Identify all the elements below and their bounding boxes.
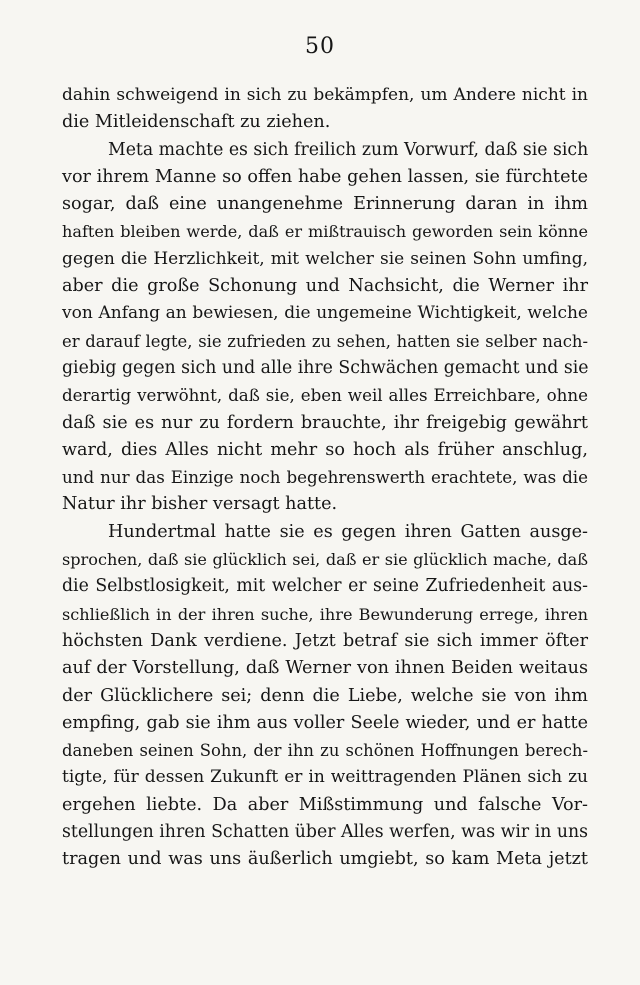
text-line: tragen und was uns äußerlich umgiebt, so kam Meta jetzt — [62, 849, 588, 870]
text-line: ward, dies Alles nicht mehr so hoch als früher anschlug, — [62, 439, 588, 460]
text-line: von Anfang an bewiesen, die ungemeine Wichtigkeit, welche — [62, 303, 588, 324]
text-line: höchsten Dank verdiene. Jetzt betraf sie sich immer öfter — [62, 630, 588, 651]
text-line: derartig verwöhnt, daß sie, eben weil alles Erreichbare, ohne — [62, 385, 588, 406]
text-line: schließlich in der ihren suche, ihre Bewunderung errege, ihren — [62, 604, 588, 624]
text-line: giebig gegen sich und alle ihre Schwächen gemacht und sie — [62, 357, 589, 378]
text-line: er darauf legte, sie zufrieden zu sehen, hatten sie selber nach- — [62, 331, 588, 351]
text-line: und nur das Einzige noch begehrenswerth erachtete, was die — [62, 467, 588, 488]
paragraph-first-line: Meta machte es sich freilich zum Vorwurf, daß sie sich — [108, 139, 589, 160]
text-line: sprochen, daß sie glücklich sei, daß er sie glücklich mache, daß — [62, 550, 588, 570]
text-line: Natur ihr bisher versagt hatte. — [62, 494, 338, 515]
text-line: vor ihrem Manne so offen habe gehen lassen, sie fürchtete — [62, 166, 588, 187]
text-line: empfing, gab sie ihm aus voller Seele wieder, und er hatte — [62, 712, 588, 733]
text-line: der Glücklichere sei; denn die Liebe, welche sie von ihm — [62, 685, 588, 706]
page-number: 50 — [305, 34, 335, 59]
text-line: die Selbstlosigkeit, mit welcher er seine Zufriedenheit aus- — [62, 576, 588, 597]
paragraph-first-line: Hundertmal hatte sie es gegen ihren Gatten ausge- — [108, 521, 588, 542]
text-line: haften bleiben werde, daß er mißtrauisch geworden sein könne — [62, 222, 588, 242]
text-line: daß sie es nur zu fordern brauchte, ihr freigebig gewährt — [62, 412, 588, 433]
text-line: stellungen ihren Schatten über Alles werfen, was wir in uns — [62, 822, 588, 843]
text-line: sogar, daß eine unangenehme Erinnerung daran in ihm — [62, 194, 588, 215]
text-line: ergehen liebte. Da aber Mißstimmung und falsche Vor- — [62, 794, 588, 815]
text-line: gegen die Herzlichkeit, mit welcher sie seinen Sohn umfing, — [62, 248, 588, 269]
text-line: auf der Vorstellung, daß Werner von ihnen Beiden weitaus — [62, 658, 588, 679]
body-text — [62, 82, 588, 874]
text-line: dahin schweigend in sich zu bekämpfen, um Andere nicht in — [62, 85, 588, 105]
text-line: tigte, für dessen Zukunft er in weittragenden Plänen sich zu — [62, 767, 588, 788]
text-line: aber die große Schonung und Nachsicht, die Werner ihr — [62, 276, 588, 297]
text-line: daneben seinen Sohn, der ihn zu schönen Hoffnungen berech- — [62, 741, 588, 761]
text-line: die Mitleidenschaft zu ziehen. — [62, 112, 331, 133]
